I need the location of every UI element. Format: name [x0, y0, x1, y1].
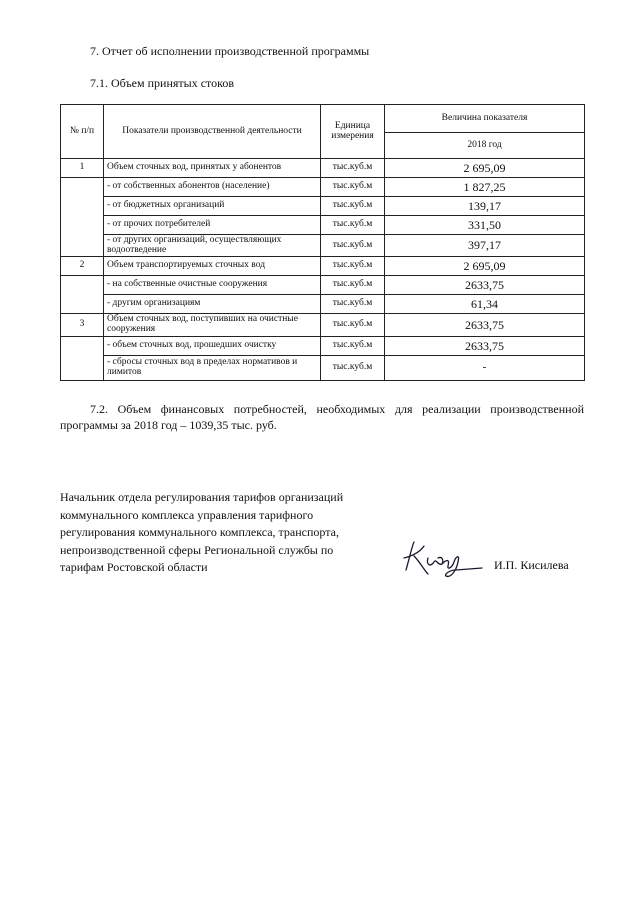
table-row — [61, 276, 585, 295]
handwritten-signature — [398, 536, 486, 580]
table-row — [61, 178, 585, 197]
row-value: 1 827,25 — [385, 178, 585, 197]
header-unit: Единица измерения — [321, 105, 385, 159]
row-unit: тыс.куб.м — [321, 159, 385, 178]
row-unit: тыс.куб.м — [321, 235, 385, 257]
signatory-position — [60, 489, 380, 577]
position-line: тарифам Ростовской области — [60, 560, 208, 574]
table-row — [61, 314, 585, 337]
subsection-title: 7.1. Объем принятых стоков — [90, 76, 234, 90]
position-line: Начальник отдела регулирования тарифов организаций — [60, 490, 344, 504]
row-name: - от прочих потребителей — [104, 216, 321, 235]
sewage-volume-table — [60, 104, 585, 381]
row-name: - на собственные очистные сооружения — [104, 276, 321, 295]
row-value: 2633,75 — [385, 337, 585, 356]
table-row — [61, 159, 585, 178]
row-unit: тыс.куб.м — [321, 216, 385, 235]
row-unit: тыс.куб.м — [321, 178, 385, 197]
row-num: 3 — [61, 314, 104, 337]
row-name: - от других организаций, осуществляющих водоотведение — [104, 235, 321, 257]
header-num: № п/п — [61, 105, 104, 159]
row-name: - другим организациям — [104, 295, 321, 314]
table-row — [61, 216, 585, 235]
row-value: 139,17 — [385, 197, 585, 216]
row-unit: тыс.куб.м — [321, 337, 385, 356]
row-num: 2 — [61, 257, 104, 276]
row-num-group — [61, 337, 104, 381]
table-row — [61, 257, 585, 276]
section-title: 7. Отчет об исполнении производственной программы — [90, 44, 370, 58]
header-value-group: Величина показателя — [385, 105, 585, 133]
row-name: - сбросы сточных вод в пределах нормативов и лимитов — [104, 356, 321, 381]
row-value: 2633,75 — [385, 276, 585, 295]
row-value: 2 695,09 — [385, 257, 585, 276]
table-row — [61, 197, 585, 216]
financial-needs-paragraph: 7.2. Объем финансовых потребностей, необходимых для реализации производственной программы за 2018 год – 1039,35 тыс. руб. — [60, 402, 584, 432]
row-name: - от бюджетных организаций — [104, 197, 321, 216]
row-unit: тыс.куб.м — [321, 295, 385, 314]
row-name: - объем сточных вод, прошедших очистку — [104, 337, 321, 356]
row-name: Объем сточных вод, поступивших на очистные сооружения — [104, 314, 321, 337]
row-unit: тыс.куб.м — [321, 197, 385, 216]
header-name: Показатели производственной деятельности — [104, 105, 321, 159]
row-num: 1 — [61, 159, 104, 178]
table-row — [61, 337, 585, 356]
row-name: Объем сточных вод, принятых у абонентов — [104, 159, 321, 178]
table-row — [61, 356, 585, 381]
position-line: непроизводственной сферы Региональной службы по — [60, 542, 334, 557]
table-header-row — [61, 105, 585, 133]
row-num-group — [61, 276, 104, 314]
row-unit: тыс.куб.м — [321, 356, 385, 381]
table-row — [61, 295, 585, 314]
row-value: 2 695,09 — [385, 159, 585, 178]
position-line: регулирования коммунального комплекса, транспорта, — [60, 525, 339, 539]
table-row — [61, 235, 585, 257]
row-unit: тыс.куб.м — [321, 276, 385, 295]
row-unit: тыс.куб.м — [321, 314, 385, 337]
row-name: Объем транспортируемых сточных вод — [104, 257, 321, 276]
row-num-group — [61, 178, 104, 257]
row-value: 331,50 — [385, 216, 585, 235]
row-value: - — [385, 356, 585, 381]
row-value: 61,34 — [385, 295, 585, 314]
row-unit: тыс.куб.м — [321, 257, 385, 276]
signatory-name: И.П. Кисилева — [494, 558, 569, 572]
row-name: - от собственных абонентов (население) — [104, 178, 321, 197]
row-value: 397,17 — [385, 235, 585, 257]
position-line: коммунального комплекса управления тарифного — [60, 507, 314, 522]
header-year: 2018 год — [385, 133, 585, 159]
row-value: 2633,75 — [385, 314, 585, 337]
